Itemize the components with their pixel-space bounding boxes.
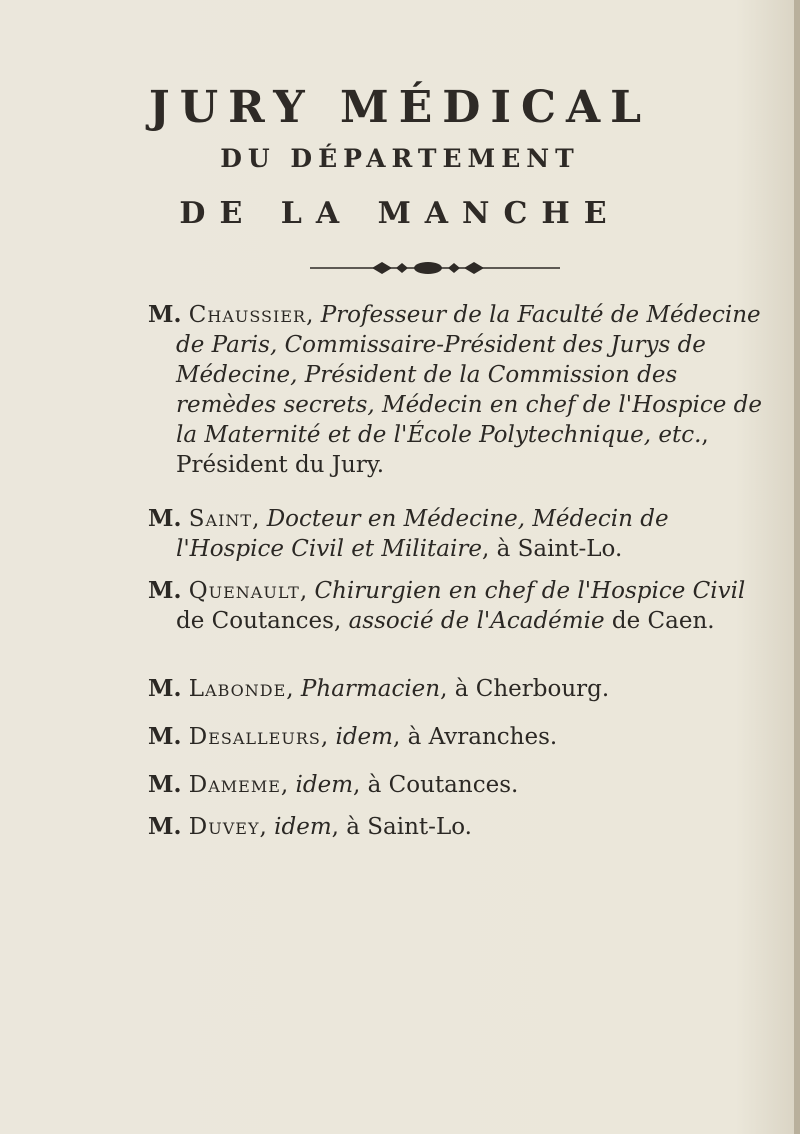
member-tail: , à Cherbourg. bbox=[440, 676, 610, 702]
member-separator: , bbox=[280, 772, 289, 798]
member-tail: , à Coutances. bbox=[353, 772, 519, 798]
member-description: idem bbox=[274, 814, 332, 840]
member-prefix: M. bbox=[148, 771, 182, 798]
member-tail: , à Saint-Lo. bbox=[331, 814, 472, 840]
member-description-2: associé de l'Académie bbox=[348, 608, 605, 634]
member-tail: , Président du Jury. bbox=[176, 422, 709, 478]
member-prefix: M. bbox=[148, 577, 182, 604]
page-subtitle: DU DÉPARTEMENT bbox=[220, 144, 580, 173]
member-separator: , bbox=[299, 578, 308, 604]
member-name: Saint bbox=[188, 506, 253, 532]
member-separator: , bbox=[286, 676, 294, 702]
member-entry bbox=[148, 504, 766, 564]
member-description: Professeur de la Faculté de Médecine de Paris, Commissaire-Président des Jurys de Médecine, Président de la Commission des remèdes secrets, Médecin en chef de l'Hospice de la Maternité et de l'École Polytechnique, etc. bbox=[176, 302, 763, 448]
member-name: Desalleurs bbox=[188, 724, 321, 750]
member-name: Labonde bbox=[188, 676, 287, 702]
member-entry bbox=[148, 812, 766, 842]
member-description: Docteur en Médecine, Médecin de l'Hospice Civil et Militaire bbox=[176, 506, 669, 562]
member-name: Quenault bbox=[188, 578, 300, 604]
member-name: Chaussier bbox=[188, 302, 307, 328]
member-description: idem bbox=[335, 724, 393, 750]
member-description: idem bbox=[295, 772, 354, 798]
member-prefix: M. bbox=[148, 723, 182, 750]
member-entry bbox=[148, 300, 766, 480]
member-prefix: M. bbox=[148, 301, 182, 328]
page-title: JURY MÉDICAL bbox=[148, 82, 652, 133]
ornament-divider-icon bbox=[310, 257, 560, 279]
member-description: Pharmacien bbox=[300, 676, 441, 702]
member-tail: , à Saint-Lo. bbox=[481, 536, 623, 562]
member-tail: , à Avranches. bbox=[392, 724, 558, 750]
member-separator: , bbox=[320, 724, 329, 750]
member-separator: , bbox=[259, 814, 267, 840]
member-description: Chirurgien en chef de l'Hospice Civil bbox=[314, 578, 746, 604]
member-location: de Coutances, bbox=[176, 608, 349, 634]
member-entry bbox=[148, 576, 766, 636]
member-name: Duvey bbox=[188, 814, 260, 840]
member-tail: de Caen. bbox=[604, 608, 715, 634]
department-name: DE LA MANCHE bbox=[179, 196, 621, 231]
member-entry bbox=[148, 674, 766, 704]
member-name: Dameme bbox=[188, 772, 281, 798]
member-prefix: M. bbox=[148, 505, 182, 532]
member-entry bbox=[148, 770, 766, 800]
member-prefix: M. bbox=[148, 813, 182, 840]
member-prefix: M. bbox=[148, 675, 182, 702]
member-entry bbox=[148, 722, 766, 752]
member-separator: , bbox=[306, 302, 314, 328]
member-separator: , bbox=[252, 506, 260, 532]
